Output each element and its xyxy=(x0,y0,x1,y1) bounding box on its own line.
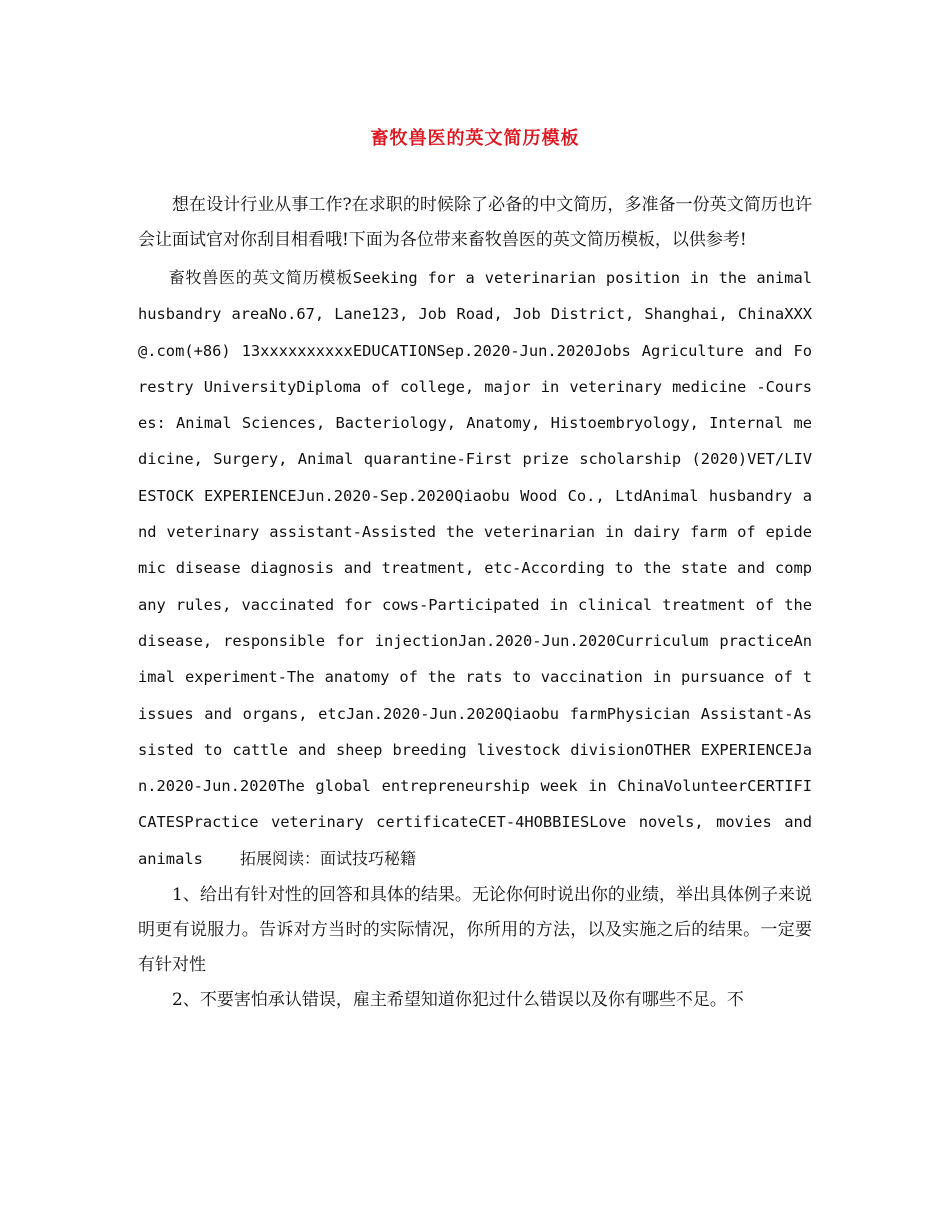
tip-paragraph-1: 1、给出有针对性的回答和具体的结果。无论你何时说出你的业绩，举出具体例子来说明更有说服力。告诉对方当时的实际情况，你所用的方法，以及实施之后的结果。一定要有针对性 xyxy=(138,885,812,976)
intro-paragraph: 想在设计行业从事工作?在求职的时候除了必备的中文简历，多准备一份英文简历也许会让面试官对你刮目相看哦!下面为各位带来畜牧兽医的英文简历模板，以供参考! xyxy=(138,195,812,250)
resume-text: Seeking for a veterinarian position in the animal husbandry areaNo.67, Lane123, Job Road, Job District, Shanghai, ChinaXXX@.com(+86) 13xxxxxxxxxxEDUCATIONSep.2020-Jun.2020Jobs Agriculture and Forestry UniversityDiploma of college, major in veterinary medicine -Courses: Animal Sciences, Bacteriology, Anatomy, Histoembryology, Internal medicine, Surgery, Animal quarantine-First prize scholarship (2020)VET/LIVESTOCK EXPERIENCEJun.2020-Sep.2020Qiaobu Wood Co., LtdAnimal husbandry and veterinary assistant-Assisted the veterinarian in dairy farm of epidemic disease diagnosis and treatment, etc-According to the state and company rules, vaccinated for cows-Participated in clinical treatment of the disease, responsible for injectionJan.2020-Jun.2020Curriculum practiceAnimal experiment-The anatomy of the rats to vaccination in pursuance of tissues and organs, etcJan.2020-Jun.2020Qiaobu farmPhysician Assistant-Assisted to cattle and sheep breeding livestock divisionOTHER EXPERIENCEJan.2020-Jun.2020The global entrepreneurship week in ChinaVolunteerCERTIFICATESPractice veterinary certificateCET-4HOBBIESLove novels, movies and animals xyxy=(138,269,812,868)
tip-paragraph-2: 2、不要害怕承认错误，雇主希望知道你犯过什么错误以及你有哪些不足。不 xyxy=(172,990,744,1011)
document-body xyxy=(138,188,812,1018)
resume-lead: 畜牧兽医的英文简历模板 xyxy=(168,268,353,287)
extended-reading-heading: 拓展阅读：面试技巧秘籍 xyxy=(239,848,416,868)
document-title: 畜牧兽医的英文简历模板 xyxy=(370,128,580,149)
resume-paragraph xyxy=(138,260,812,877)
